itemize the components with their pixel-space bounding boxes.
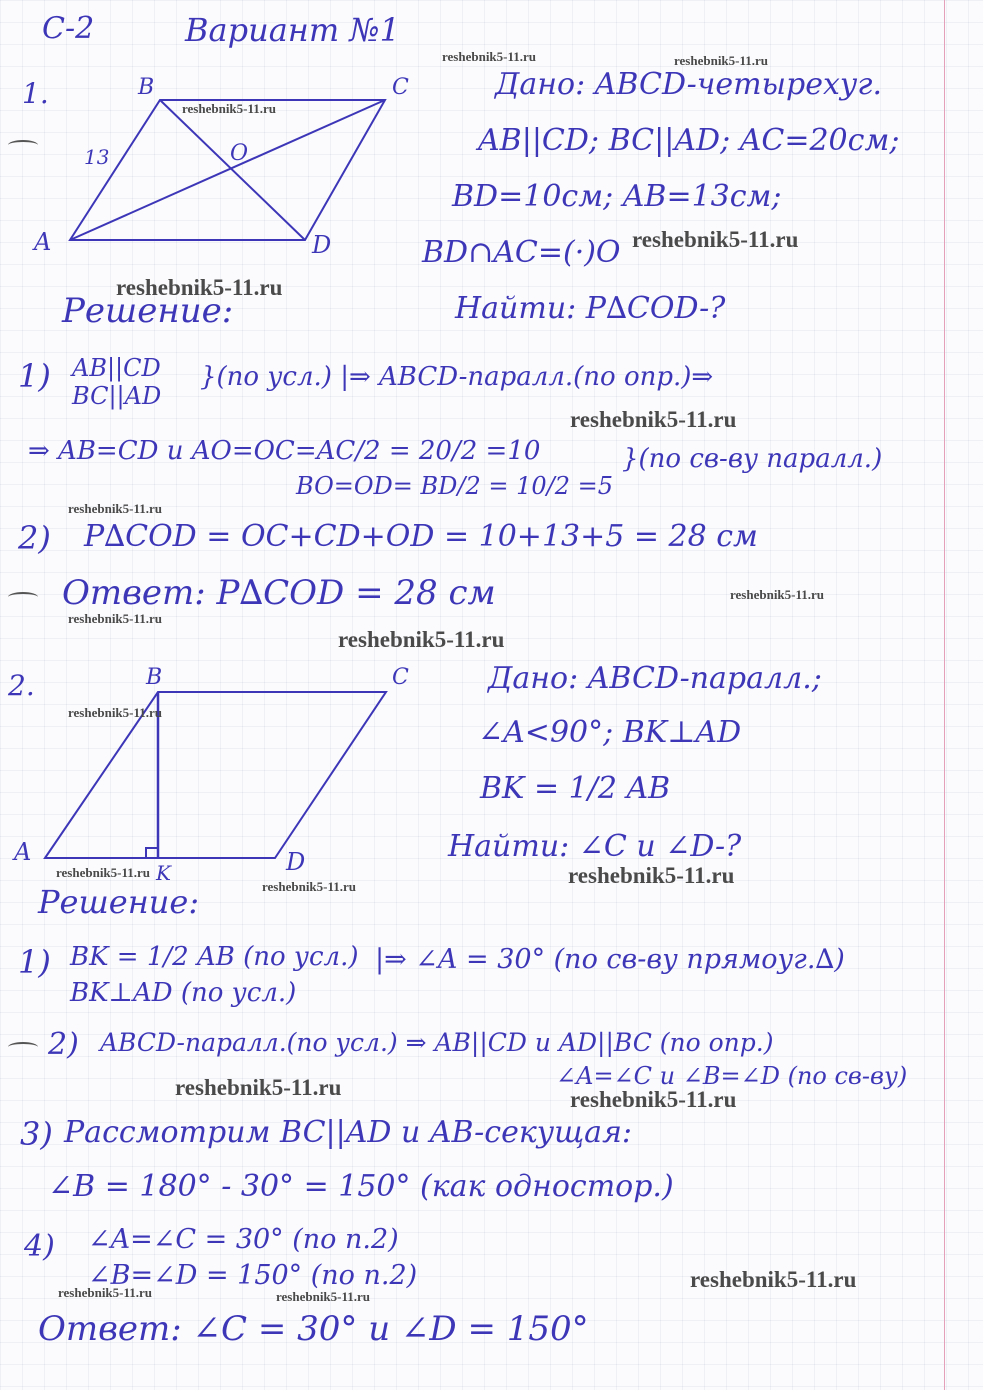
p1-given-3: BD∩AC=(·)O bbox=[422, 235, 621, 270]
p1-label-D: D bbox=[312, 231, 332, 259]
p2-given-2: BK = 1/2 AB bbox=[480, 771, 671, 806]
p1-step2: P∆COD = OC+CD+OD = 10+13+5 = 28 см bbox=[84, 519, 758, 554]
p2-step2-line1: ABCD-паралл.(по усл.) ⇒ AB||CD и AD||BC (по опр.) bbox=[100, 1028, 774, 1057]
p1-step1-cont2: BO=OD= BD/2 = 10/2 =5 bbox=[296, 472, 614, 500]
p2-step4-line2: ∠B=∠D = 150° (по п.2) bbox=[88, 1260, 418, 1291]
p1-step1-note: }(по усл.) |⇒ ABCD-паралл.(по опр.)⇒ bbox=[200, 362, 714, 392]
problem1-parallelogram-figure bbox=[20, 68, 440, 268]
watermark: reshebnik5-11.ru bbox=[442, 49, 537, 64]
watermark: reshebnik5-11.ru bbox=[68, 611, 163, 626]
problem1-number: 1. bbox=[22, 77, 49, 110]
watermark: reshebnik5-11.ru bbox=[58, 1285, 153, 1300]
watermark: reshebnik5-11.ru bbox=[182, 101, 277, 116]
watermark: reshebnik5-11.ru bbox=[68, 501, 163, 516]
watermark: reshebnik5-11.ru bbox=[116, 275, 283, 300]
p2-label-C: C bbox=[392, 665, 409, 690]
watermark: reshebnik5-11.ru bbox=[730, 587, 825, 602]
watermark: reshebnik5-11.ru bbox=[690, 1267, 857, 1292]
p1-step1-line-1: BC||AD bbox=[72, 382, 162, 410]
punch-mark bbox=[8, 1042, 38, 1052]
watermark: reshebnik5-11.ru bbox=[570, 407, 737, 432]
p2-step1-num: 1) bbox=[18, 943, 51, 981]
p1-answer: Ответ: P∆COD = 28 см bbox=[62, 573, 496, 613]
problem2-number: 2. bbox=[8, 669, 35, 702]
p1-label-O: O bbox=[230, 141, 249, 166]
p2-find: Найти: ∠C и ∠D-? bbox=[448, 829, 742, 864]
p1-label-B: B bbox=[138, 75, 155, 100]
watermark: reshebnik5-11.ru bbox=[570, 1087, 737, 1112]
p2-step1-line-1: BK⊥AD (по усл.) bbox=[70, 978, 297, 1008]
watermark: reshebnik5-11.ru bbox=[56, 865, 151, 880]
p2-step4-num: 4) bbox=[24, 1229, 55, 1264]
p1-given-0: Дано: ABCD-четырехуг. bbox=[495, 67, 882, 102]
watermark: reshebnik5-11.ru bbox=[175, 1075, 342, 1100]
p2-step4-line1: ∠A=∠C = 30° (по п.2) bbox=[88, 1224, 399, 1255]
p1-label-A: A bbox=[34, 228, 52, 256]
p2-step3-line1: Рассмотрим BC||AD и AB-секущая: bbox=[64, 1115, 633, 1150]
p2-step2-line2: ∠A=∠C и ∠B=∠D (по св-ву) bbox=[556, 1062, 908, 1090]
punch-mark bbox=[8, 592, 38, 602]
p1-step1-line-0: AB||CD bbox=[72, 354, 161, 382]
p1-step1-num: 1) bbox=[18, 357, 51, 395]
p2-answer: Ответ: ∠C = 30° и ∠D = 150° bbox=[38, 1309, 589, 1349]
p1-find: Найти: P∆COD-? bbox=[455, 291, 726, 326]
p2-step3-num: 3) bbox=[20, 1115, 53, 1153]
p1-step2-num: 2) bbox=[18, 519, 51, 557]
p1-given-2: BD=10см; AB=13см; bbox=[452, 179, 782, 214]
p2-label-A: A bbox=[14, 838, 32, 866]
p1-step1-cont1: ⇒ AB=CD и AO=OC=AC/2 = 20/2 =10 bbox=[28, 436, 541, 466]
watermark: reshebnik5-11.ru bbox=[262, 879, 357, 894]
p1-given-1: AB||CD; BC||AD; AC=20см; bbox=[478, 123, 900, 158]
p2-step1-result: |⇒ ∠A = 30° (по св-ву прямоуг.∆) bbox=[375, 944, 845, 975]
p2-label-D: D bbox=[286, 848, 306, 876]
margin-line bbox=[944, 0, 945, 1390]
watermark: reshebnik5-11.ru bbox=[276, 1289, 371, 1304]
p2-label-B: B bbox=[146, 665, 163, 690]
p2-given-1: ∠A<90°; BK⊥AD bbox=[478, 715, 742, 750]
p2-step1-line-0: BK = 1/2 AB (по усл.) bbox=[70, 942, 359, 972]
header-variant: Вариант №1 bbox=[185, 11, 400, 49]
header-code: С-2 bbox=[42, 11, 95, 46]
p2-step2-num: 2) bbox=[48, 1027, 79, 1062]
watermark: reshebnik5-11.ru bbox=[338, 627, 505, 652]
problem2-parallelogram-figure bbox=[10, 660, 430, 885]
p1-step1-reason: }(по св-ву паралл.) bbox=[622, 444, 883, 474]
p1-label-side: 13 bbox=[84, 145, 110, 169]
p1-label-C: C bbox=[392, 75, 409, 100]
p2-given-0: Дано: ABCD-паралл.; bbox=[488, 661, 822, 696]
watermark: reshebnik5-11.ru bbox=[68, 705, 163, 720]
p2-step3-line2: ∠B = 180° - 30° = 150° (как одностор.) bbox=[48, 1169, 674, 1204]
p2-solution-title: Решение: bbox=[38, 883, 200, 921]
watermark: reshebnik5-11.ru bbox=[568, 863, 735, 888]
watermark: reshebnik5-11.ru bbox=[674, 53, 769, 68]
p1-solution-title: Решение: bbox=[62, 291, 234, 331]
p2-label-K: K bbox=[156, 861, 171, 885]
watermark: reshebnik5-11.ru bbox=[632, 227, 799, 252]
